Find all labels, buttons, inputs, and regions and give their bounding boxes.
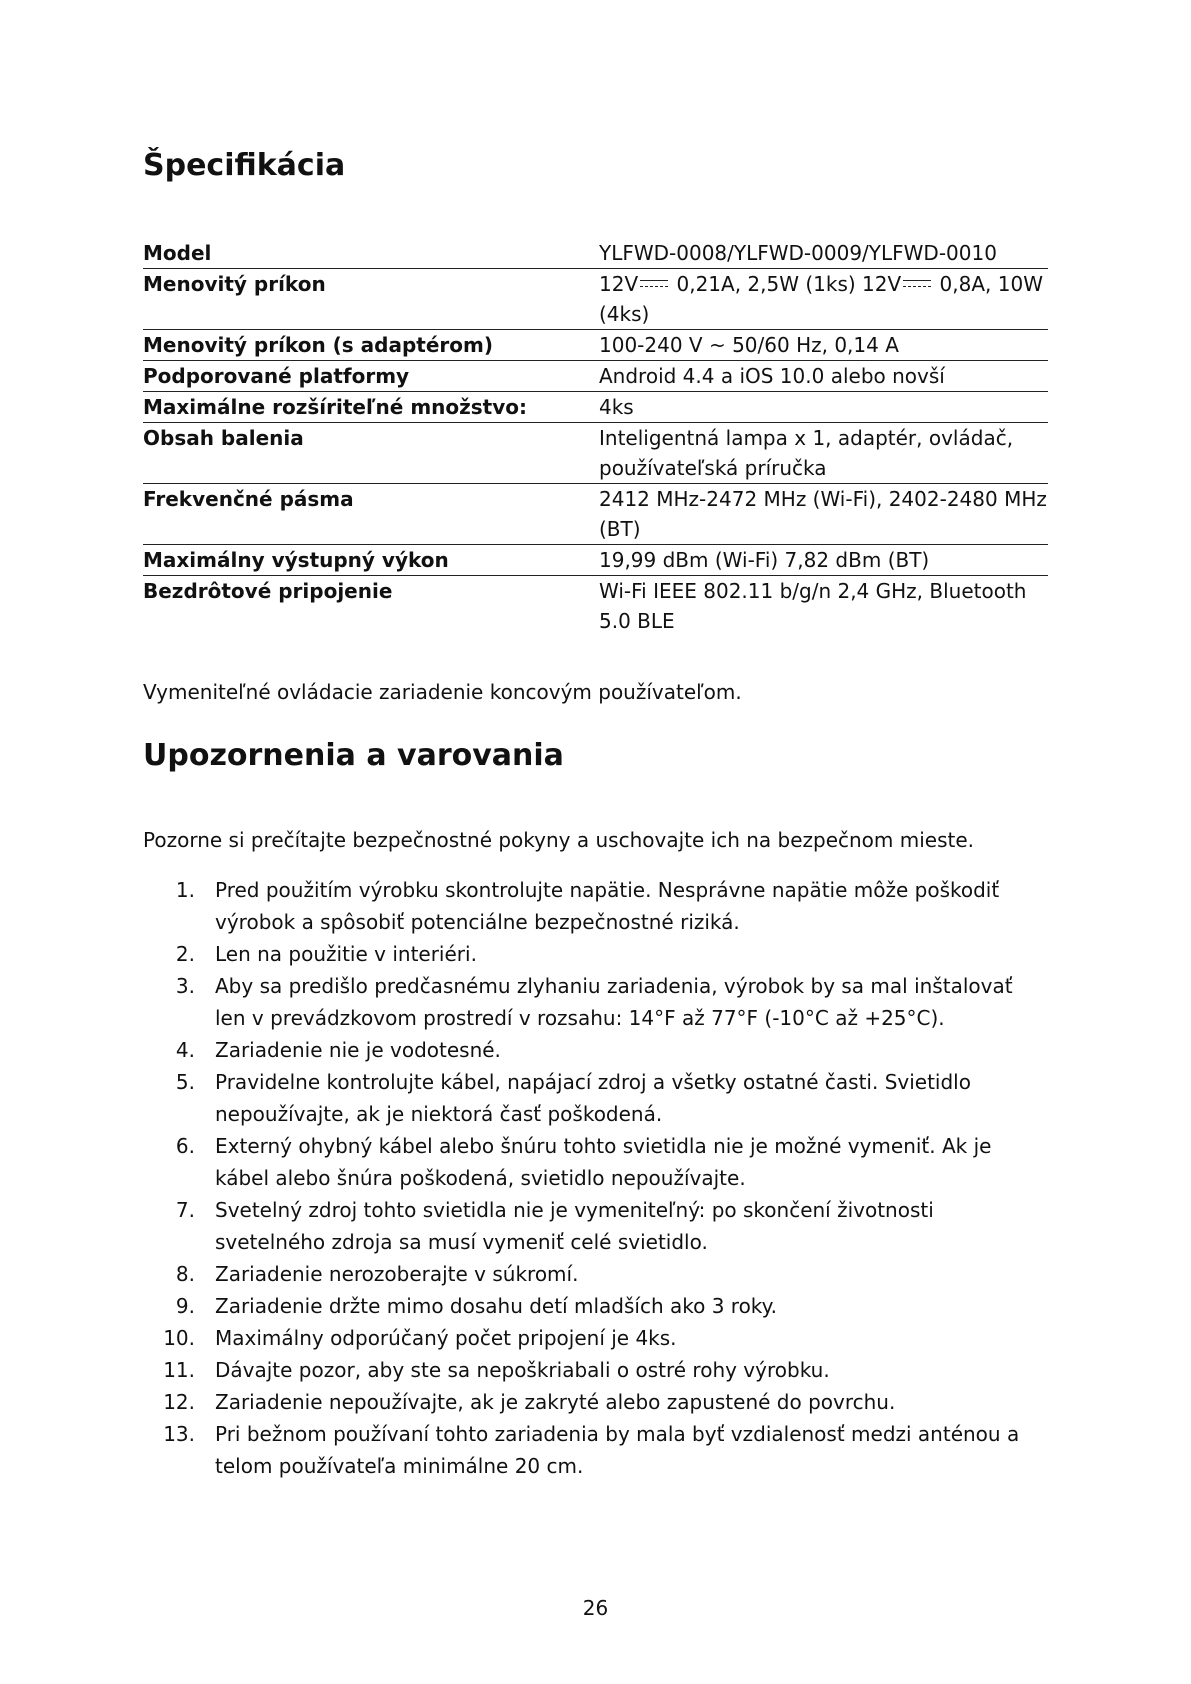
warning-text: Pri bežnom používaní tohto zariadenia by mala byť vzdialenosť medzi anténou a telom používateľa minimálne 20 cm. <box>215 1422 1020 1478</box>
warnings-list <box>143 874 1048 1482</box>
replaceable-device-note: Vymeniteľné ovládacie zariadenie koncovým používateľom. <box>143 680 742 704</box>
spec-label: Podporované platformy <box>143 361 599 392</box>
warning-item <box>143 1418 1048 1482</box>
warning-number: 13. <box>163 1422 195 1446</box>
warning-item <box>143 874 1048 938</box>
spec-value: 19,99 dBm (Wi-Fi) 7,82 dBm (BT) <box>599 545 1048 576</box>
warning-number: 3. <box>175 974 195 998</box>
spec-label: Maximálny výstupný výkon <box>143 545 599 576</box>
spec-label: Menovitý príkon (s adaptérom) <box>143 330 599 361</box>
dc-symbol-icon <box>903 279 931 289</box>
warning-number: 5. <box>175 1070 195 1094</box>
spec-value-part: 0,8A, 10W (4ks) <box>599 272 1043 326</box>
spec-row <box>143 576 1048 637</box>
warning-item <box>143 1290 1048 1322</box>
warning-item <box>143 1194 1048 1258</box>
spec-label: Menovitý príkon <box>143 269 599 330</box>
warning-text: Maximálny odporúčaný počet pripojení je 4ks. <box>215 1326 677 1350</box>
spec-label: Obsah balenia <box>143 423 599 484</box>
warning-item <box>143 1354 1048 1386</box>
warning-text: Zariadenie držte mimo dosahu detí mladších ako 3 roky. <box>215 1294 778 1318</box>
spec-value: YLFWD-0008/YLFWD-0009/YLFWD-0010 <box>599 238 1048 269</box>
section-title-specification: Špecifikácia <box>143 148 346 183</box>
warning-item <box>143 1258 1048 1290</box>
spec-value: Wi-Fi IEEE 802.11 b/g/n 2,4 GHz, Bluetooth 5.0 BLE <box>599 579 1027 633</box>
spec-value: 2412 MHz-2472 MHz (Wi-Fi), 2402-2480 MHz (BT) <box>599 484 1048 545</box>
spec-row <box>143 238 1048 269</box>
spec-value: Inteligentná lampa x 1, adaptér, ovládač, používateľská príručka <box>599 423 1048 484</box>
spec-row <box>143 484 1048 545</box>
warning-text: Pravidelne kontrolujte kábel, napájací zdroj a všetky ostatné časti. Svietidlo nepoužívajte, ak je niektorá časť poškodená. <box>215 1070 971 1126</box>
warning-text: Zariadenie nepoužívajte, ak je zakryté alebo zapustené do povrchu. <box>215 1390 896 1414</box>
warning-number: 2. <box>175 942 195 966</box>
warning-number: 8. <box>175 1262 195 1286</box>
spec-value-part: 12V <box>599 272 639 296</box>
dc-symbol-icon <box>640 279 668 289</box>
spec-row <box>143 330 1048 361</box>
spec-row <box>143 269 1048 330</box>
warning-item <box>143 1066 1048 1130</box>
spec-row <box>143 361 1048 392</box>
warning-number: 1. <box>175 878 195 902</box>
warning-text: Zariadenie nie je vodotesné. <box>215 1038 501 1062</box>
spec-label: Frekvenčné pásma <box>143 484 599 545</box>
spec-row <box>143 423 1048 484</box>
warning-number: 4. <box>175 1038 195 1062</box>
warning-number: 6. <box>175 1134 195 1158</box>
warning-item <box>143 938 1048 970</box>
warning-text: Pred použitím výrobku skontrolujte napätie. Nesprávne napätie môže poškodiť výrobok a spôsobiť potenciálne bezpečnostné riziká. <box>215 878 1000 934</box>
warning-number: 9. <box>175 1294 195 1318</box>
spec-value-part: 0,21A, 2,5W (1ks) 12V <box>676 272 902 296</box>
spec-value: 100-240 V ~ 50/60 Hz, 0,14 A <box>599 330 1048 361</box>
spec-value <box>599 269 1048 330</box>
spec-value: Android 4.4 a iOS 10.0 alebo novší <box>599 361 1048 392</box>
warning-item <box>143 1130 1048 1194</box>
spec-label: Bezdrôtové pripojenie <box>143 579 393 603</box>
warning-text: Externý ohybný kábel alebo šnúru tohto svietidla nie je možné vymeniť. Ak je kábel alebo šnúra poškodená, svietidlo nepoužívajte. <box>215 1134 992 1190</box>
warnings-intro: Pozorne si prečítajte bezpečnostné pokyny a uschovajte ich na bezpečnom mieste. <box>143 828 975 852</box>
spec-row <box>143 545 1048 576</box>
warning-text: Zariadenie nerozoberajte v súkromí. <box>215 1262 579 1286</box>
warning-item <box>143 1034 1048 1066</box>
spec-row <box>143 392 1048 423</box>
warning-text: Svetelný zdroj tohto svietidla nie je vymeniteľný: po skončení životnosti svetelného zdroja sa musí vymeniť celé svietidlo. <box>215 1198 934 1254</box>
warning-text: Dávajte pozor, aby ste sa nepoškriabali o ostré rohy výrobku. <box>215 1358 830 1382</box>
warning-item <box>143 970 1048 1034</box>
warning-text: Aby sa predišlo predčasnému zlyhaniu zariadenia, výrobok by sa mal inštalovať len v prevádzkovom prostredí v rozsahu: 14°F až 77°F (-10°C až +25°C). <box>215 974 1013 1030</box>
warning-item <box>143 1322 1048 1354</box>
page-number: 26 <box>582 1596 609 1620</box>
warning-text: Len na použitie v interiéri. <box>215 942 477 966</box>
spec-label: Model <box>143 238 599 269</box>
warning-number: 7. <box>175 1198 195 1222</box>
warning-number: 12. <box>163 1390 195 1414</box>
warning-number: 11. <box>163 1358 195 1382</box>
section-title-warnings: Upozornenia a varovania <box>143 738 564 773</box>
spec-label: Maximálne rozšíriteľné množstvo: <box>143 392 599 423</box>
warning-item <box>143 1386 1048 1418</box>
specification-table <box>143 238 1048 636</box>
spec-value: 4ks <box>599 392 1048 423</box>
warning-number: 10. <box>163 1326 195 1350</box>
